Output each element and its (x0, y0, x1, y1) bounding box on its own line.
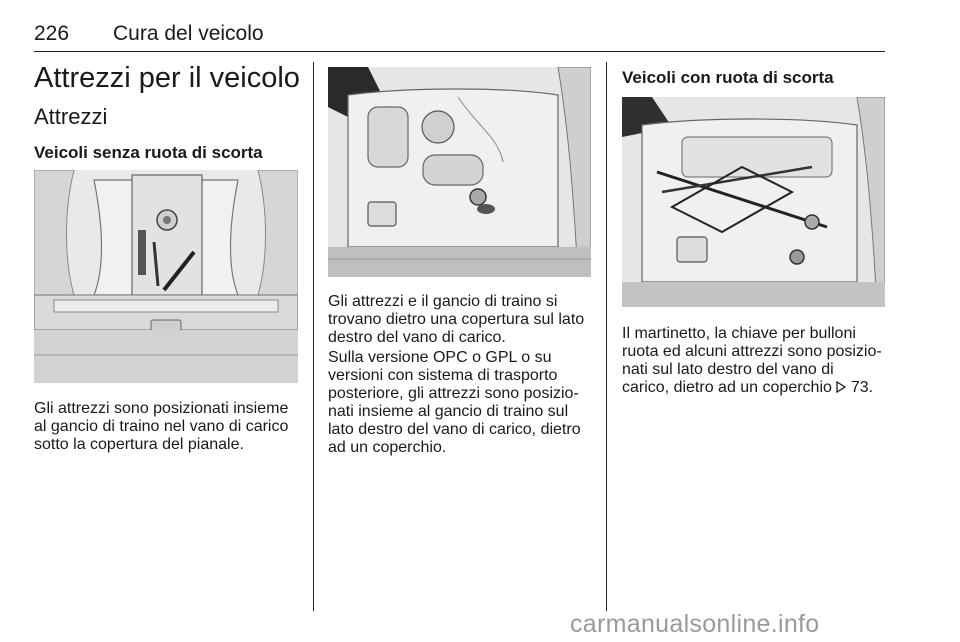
column-divider (313, 62, 314, 611)
col1-paragraph: Gli attrezzi sono posizionati insieme al gancio di traino nel vano di carico sotto la copertura del pianale. (34, 400, 289, 453)
spare-wheel-jack-figure (622, 97, 885, 307)
column-divider (606, 62, 607, 611)
arrow-reference-icon (836, 379, 846, 396)
page-number: 226 (34, 22, 70, 45)
col1-heading: Veicoli senza ruota di scorta (34, 143, 263, 162)
header-rule (34, 51, 885, 52)
col3-paragraph (622, 325, 885, 397)
side-cover-tools-figure (328, 67, 591, 277)
watermark: carmanualsonline.info (570, 610, 820, 638)
underfloor-tools-figure (34, 170, 298, 383)
section-title: Attrezzi per il veicolo (34, 62, 300, 94)
col2-paragraph-1: Gli attrezzi e il gancio di traino si trovano dietro una copertura sul lato destro del vano di carico. (328, 293, 585, 346)
cross-reference-page[interactable]: 73. (850, 379, 874, 396)
col3-heading: Veicoli con ruota di scorta (622, 68, 834, 87)
subsection-title: Attrezzi (34, 104, 108, 129)
col2-paragraph-2: Sulla versione OPC o GPL o su versioni con sistema di trasporto posteriore, gli attrezzi sono posizio-nati insieme al gancio di traino sul lato destro del vano di carico, dietro ad un coperchio. (328, 349, 581, 456)
chapter-title: Cura del veicolo (113, 22, 264, 45)
col3-paragraph-text: Il martinetto, la chiave per bulloni ruota ed alcuni attrezzi sono posizio-nati sul lato destro del vano di carico, dietro ad un coperchio (622, 325, 882, 396)
